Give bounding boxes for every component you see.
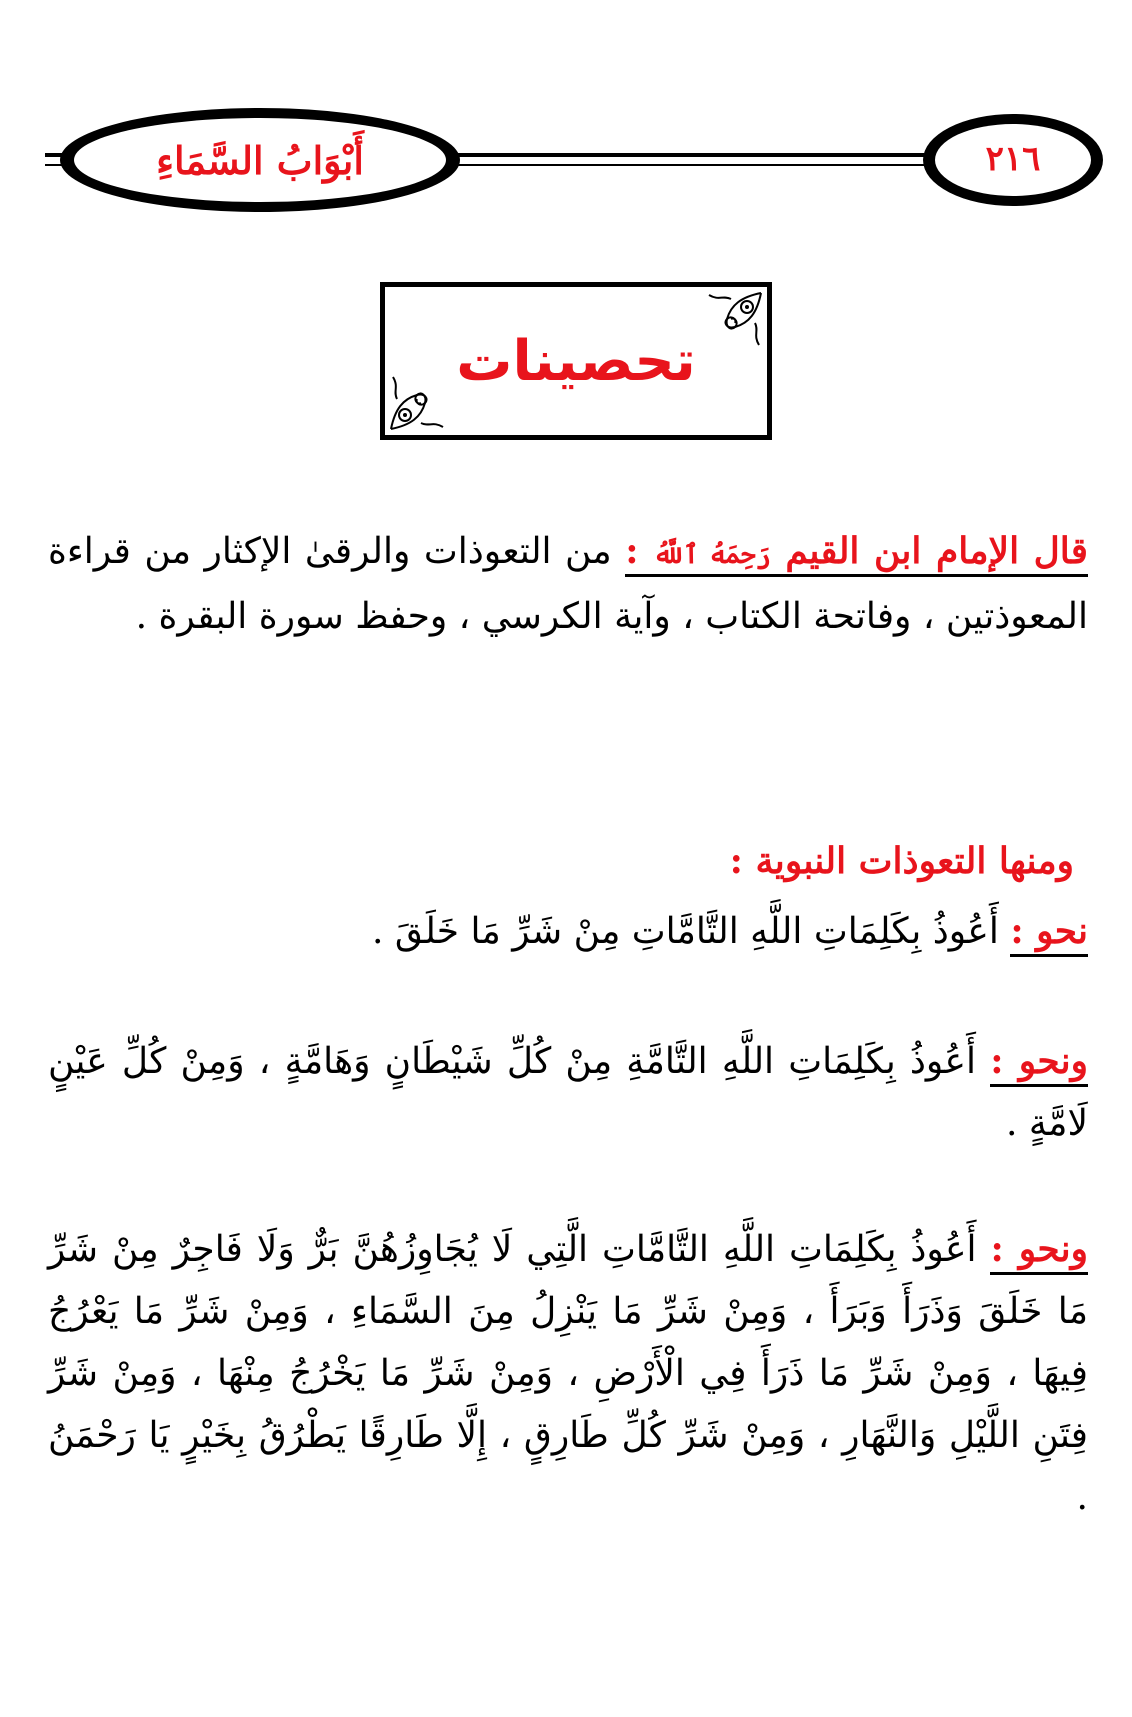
section-title: تحصينات bbox=[456, 328, 696, 394]
quote-text: من التعوذات والرقىٰ الإكثار من قراءة المعوذتين ، وفاتحة الكتاب ، وآية الكرسي ، وحفظ سورة البقرة . bbox=[48, 531, 1088, 637]
item-text: أَعُوذُ بِكَلِمَاتِ اللَّهِ التَّامَّةِ مِنْ كُلِّ شَيْطَانٍ وَهَامَّةٍ ، وَمِنْ كُلِّ عَيْنٍ لَامَّةٍ . bbox=[48, 1041, 1088, 1144]
quote-paragraph bbox=[48, 520, 1088, 648]
supplication-item bbox=[48, 900, 1088, 963]
item-label: نحو : bbox=[1010, 910, 1088, 957]
item-label: ونحو : bbox=[990, 1040, 1088, 1087]
honorific: رَحِمَهُ ٱللَّهُ bbox=[653, 540, 771, 570]
quote-speaker: قال الإمام ابن القيم رَحِمَهُ ٱللَّهُ : bbox=[625, 530, 1088, 577]
supplication-item bbox=[48, 1030, 1088, 1155]
page-header bbox=[0, 0, 1132, 230]
subheading: ومنها التعوذات النبوية : bbox=[729, 840, 1074, 882]
page-number: ٢١٦ bbox=[985, 139, 1041, 179]
item-text: أَعُوذُ بِكَلِمَاتِ اللَّهِ التَّامَّاتِ الَّتِي لَا يُجَاوِزُهُنَّ بَرٌّ وَلَا فَاجِرٌ مِنْ شَرِّ مَا خَلَقَ وَذَرَأَ وَبَرَأَ ، وَمِنْ شَرِّ مَا يَنْزِلُ مِنَ السَّمَاءِ ، وَمِنْ شَرِّ مَا يَعْرُجُ فِيهَا ، وَمِنْ شَرِّ مَا ذَرَأَ فِي الْأَرْضِ ، وَمِنْ شَرِّ مَا يَخْرُجُ مِنْهَا ، وَمِنْ شَرِّ فِتَنِ اللَّيْلِ وَالنَّهَارِ ، وَمِنْ شَرِّ كُلِّ طَارِقٍ ، إِلَّا طَارِقًا يَطْرُقُ بِخَيْرٍ يَا رَحْمَنُ . bbox=[48, 1229, 1088, 1518]
item-text: أَعُوذُ بِكَلِمَاتِ اللَّهِ التَّامَّاتِ مِنْ شَرِّ مَا خَلَقَ . bbox=[371, 911, 999, 952]
section-title-box bbox=[380, 282, 772, 440]
supplication-item bbox=[48, 1218, 1088, 1529]
running-title: أَبْوَابُ السَّمَاءِ bbox=[156, 137, 364, 183]
item-label: ونحو : bbox=[990, 1228, 1088, 1275]
